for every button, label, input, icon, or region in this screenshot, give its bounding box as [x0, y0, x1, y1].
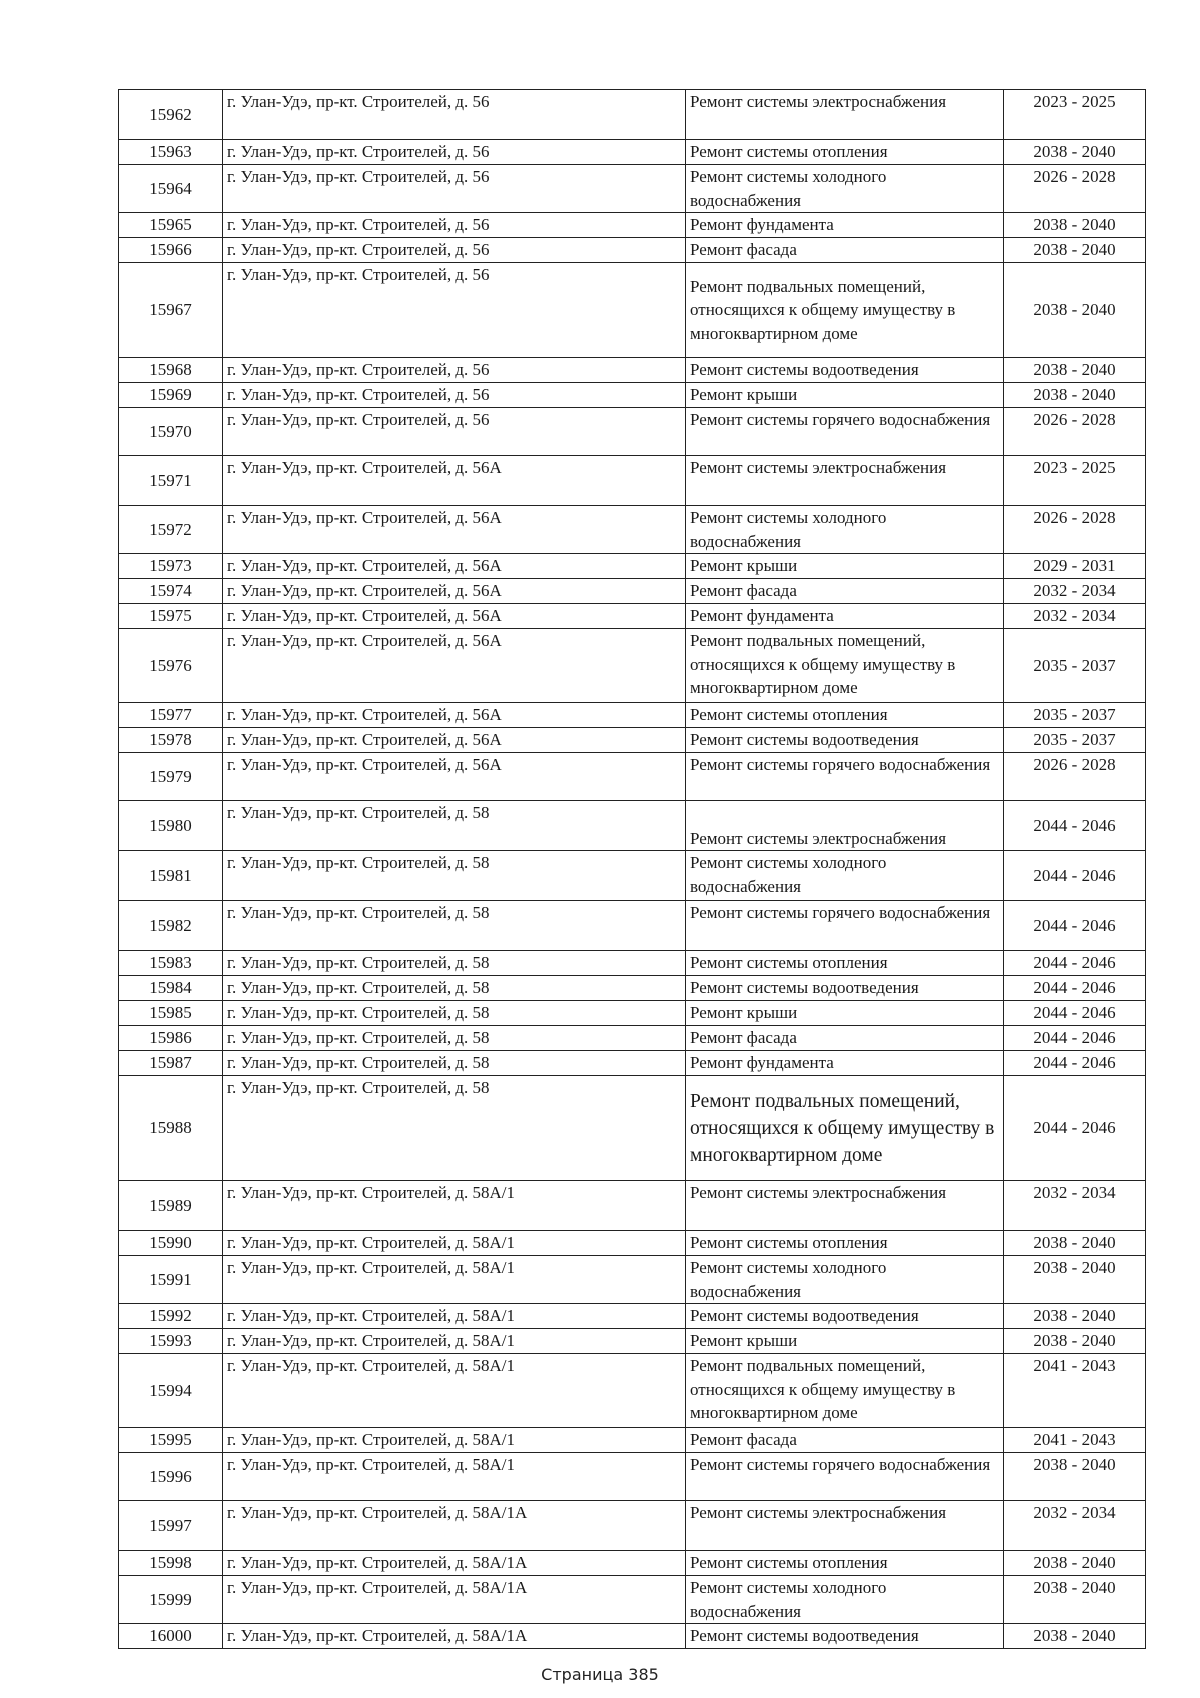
row-id: 15978: [119, 728, 223, 753]
row-period: 2044 - 2046: [1004, 901, 1146, 951]
row-id: 15979: [119, 753, 223, 801]
row-period: 2023 - 2025: [1004, 90, 1146, 140]
row-id: 15962: [119, 90, 223, 140]
table-row: [119, 1624, 1146, 1649]
row-id: 15968: [119, 358, 223, 383]
row-work-type: Ремонт подвальных помещений, относящихся к общему имуществу в многоквартирном доме: [686, 1354, 1004, 1428]
row-id: 15983: [119, 951, 223, 976]
row-id: 16000: [119, 1624, 223, 1649]
row-address: г. Улан-Удэ, пр-кт. Строителей, д. 58А/1: [223, 1256, 686, 1304]
row-address: г. Улан-Удэ, пр-кт. Строителей, д. 56: [223, 408, 686, 456]
row-address: г. Улан-Удэ, пр-кт. Строителей, д. 56А: [223, 506, 686, 554]
table-row: [119, 1231, 1146, 1256]
row-id: 15972: [119, 506, 223, 554]
row-work-type: Ремонт системы отопления: [686, 1551, 1004, 1576]
row-id: 15994: [119, 1354, 223, 1428]
table-row: [119, 408, 1146, 456]
row-id: 15988: [119, 1076, 223, 1181]
row-period: 2038 - 2040: [1004, 140, 1146, 165]
row-work-type: Ремонт фундамента: [686, 604, 1004, 629]
table-row: [119, 951, 1146, 976]
table-row: [119, 1354, 1146, 1428]
table-row: [119, 851, 1146, 901]
table-row: [119, 506, 1146, 554]
row-period: 2044 - 2046: [1004, 1076, 1146, 1181]
row-address: г. Улан-Удэ, пр-кт. Строителей, д. 58: [223, 976, 686, 1001]
row-address: г. Улан-Удэ, пр-кт. Строителей, д. 56: [223, 165, 686, 213]
table-row: [119, 801, 1146, 851]
row-work-type: Ремонт системы горячего водоснабжения: [686, 753, 1004, 801]
row-address: г. Улан-Удэ, пр-кт. Строителей, д. 58А/1: [223, 1181, 686, 1231]
row-work-type: Ремонт фасада: [686, 579, 1004, 604]
row-address: г. Улан-Удэ, пр-кт. Строителей, д. 56А: [223, 629, 686, 703]
row-work-type: Ремонт фасада: [686, 238, 1004, 263]
row-work-type: Ремонт подвальных помещений, относящихся к общему имуществу в многоквартирном доме: [686, 629, 1004, 703]
row-work-type: Ремонт системы отопления: [686, 1231, 1004, 1256]
row-period: 2035 - 2037: [1004, 629, 1146, 703]
row-address: г. Улан-Удэ, пр-кт. Строителей, д. 58А/1: [223, 1453, 686, 1501]
table-row: [119, 1051, 1146, 1076]
row-id: 15974: [119, 579, 223, 604]
row-id: 15993: [119, 1329, 223, 1354]
row-period: 2026 - 2028: [1004, 506, 1146, 554]
row-address: г. Улан-Удэ, пр-кт. Строителей, д. 58: [223, 1001, 686, 1026]
table-row: [119, 1551, 1146, 1576]
row-work-type: Ремонт системы водоотведения: [686, 1304, 1004, 1329]
table-row: [119, 165, 1146, 213]
row-period: 2044 - 2046: [1004, 1026, 1146, 1051]
row-address: г. Улан-Удэ, пр-кт. Строителей, д. 58А/1А: [223, 1576, 686, 1624]
table-row: [119, 579, 1146, 604]
table-row: [119, 554, 1146, 579]
row-address: г. Улан-Удэ, пр-кт. Строителей, д. 58: [223, 1051, 686, 1076]
row-work-type: Ремонт системы горячего водоснабжения: [686, 901, 1004, 951]
row-id: 15996: [119, 1453, 223, 1501]
row-work-type: Ремонт крыши: [686, 554, 1004, 579]
row-address: г. Улан-Удэ, пр-кт. Строителей, д. 58А/1: [223, 1354, 686, 1428]
repair-schedule-table: [118, 89, 1146, 1649]
row-period: 2044 - 2046: [1004, 851, 1146, 901]
page-number: Страница 385: [541, 1665, 659, 1684]
row-period: 2026 - 2028: [1004, 408, 1146, 456]
table-row: [119, 976, 1146, 1001]
repair-schedule-table-container: [118, 89, 1145, 1649]
row-period: 2038 - 2040: [1004, 1304, 1146, 1329]
row-id: 15987: [119, 1051, 223, 1076]
row-period: 2035 - 2037: [1004, 728, 1146, 753]
row-work-type: Ремонт системы электроснабжения: [686, 456, 1004, 506]
row-period: 2038 - 2040: [1004, 1329, 1146, 1354]
row-work-type: Ремонт системы холодного водоснабжения: [686, 1256, 1004, 1304]
row-id: 15986: [119, 1026, 223, 1051]
table-body: [119, 90, 1146, 1649]
row-period: 2038 - 2040: [1004, 1551, 1146, 1576]
row-period: 2038 - 2040: [1004, 213, 1146, 238]
row-address: г. Улан-Удэ, пр-кт. Строителей, д. 56А: [223, 456, 686, 506]
row-period: 2038 - 2040: [1004, 263, 1146, 358]
row-id: 15984: [119, 976, 223, 1001]
row-id: 15991: [119, 1256, 223, 1304]
table-row: [119, 703, 1146, 728]
row-work-type: Ремонт фундамента: [686, 213, 1004, 238]
row-period: 2038 - 2040: [1004, 1231, 1146, 1256]
table-row: [119, 90, 1146, 140]
row-address: г. Улан-Удэ, пр-кт. Строителей, д. 56: [223, 238, 686, 263]
table-row: [119, 728, 1146, 753]
row-address: г. Улан-Удэ, пр-кт. Строителей, д. 56А: [223, 703, 686, 728]
row-address: г. Улан-Удэ, пр-кт. Строителей, д. 58А/1А: [223, 1551, 686, 1576]
row-address: г. Улан-Удэ, пр-кт. Строителей, д. 56А: [223, 579, 686, 604]
row-period: 2038 - 2040: [1004, 1624, 1146, 1649]
row-address: г. Улан-Удэ, пр-кт. Строителей, д. 56А: [223, 753, 686, 801]
row-period: 2026 - 2028: [1004, 165, 1146, 213]
row-id: 15997: [119, 1501, 223, 1551]
row-work-type: Ремонт крыши: [686, 383, 1004, 408]
row-work-type: Ремонт системы отопления: [686, 703, 1004, 728]
row-id: 15976: [119, 629, 223, 703]
row-id: 15973: [119, 554, 223, 579]
row-period: 2023 - 2025: [1004, 456, 1146, 506]
table-row: [119, 140, 1146, 165]
row-address: г. Улан-Удэ, пр-кт. Строителей, д. 58: [223, 951, 686, 976]
row-work-type: Ремонт фасада: [686, 1026, 1004, 1051]
table-row: [119, 383, 1146, 408]
table-row: [119, 1428, 1146, 1453]
table-row: [119, 238, 1146, 263]
table-row: [119, 629, 1146, 703]
row-work-type: Ремонт подвальных помещений, относящихся к общему имуществу в многоквартирном доме: [686, 263, 1004, 358]
row-address: г. Улан-Удэ, пр-кт. Строителей, д. 56А: [223, 554, 686, 579]
table-row: [119, 1576, 1146, 1624]
row-id: 15970: [119, 408, 223, 456]
row-address: г. Улан-Удэ, пр-кт. Строителей, д. 58А/1: [223, 1329, 686, 1354]
row-work-type: Ремонт фасада: [686, 1428, 1004, 1453]
row-work-type: Ремонт системы водоотведения: [686, 1624, 1004, 1649]
table-row: [119, 1001, 1146, 1026]
row-work-type: Ремонт системы холодного водоснабжения: [686, 506, 1004, 554]
table-row: [119, 1501, 1146, 1551]
row-address: г. Улан-Удэ, пр-кт. Строителей, д. 56А: [223, 604, 686, 629]
row-period: 2038 - 2040: [1004, 1453, 1146, 1501]
row-id: 15995: [119, 1428, 223, 1453]
row-work-type: Ремонт системы отопления: [686, 951, 1004, 976]
row-work-type: Ремонт подвальных помещений, относящихся к общему имуществу в многоквартирном доме: [686, 1076, 1004, 1181]
table-row: [119, 1026, 1146, 1051]
table-row: [119, 1256, 1146, 1304]
row-address: г. Улан-Удэ, пр-кт. Строителей, д. 58А/1: [223, 1304, 686, 1329]
row-id: 15998: [119, 1551, 223, 1576]
row-work-type: Ремонт крыши: [686, 1329, 1004, 1354]
row-period: 2041 - 2043: [1004, 1354, 1146, 1428]
row-id: 15982: [119, 901, 223, 951]
row-work-type: Ремонт системы холодного водоснабжения: [686, 1576, 1004, 1624]
row-id: 15963: [119, 140, 223, 165]
row-period: 2044 - 2046: [1004, 1001, 1146, 1026]
row-address: г. Улан-Удэ, пр-кт. Строителей, д. 58: [223, 901, 686, 951]
table-row: [119, 604, 1146, 629]
row-address: г. Улан-Удэ, пр-кт. Строителей, д. 58: [223, 1026, 686, 1051]
row-id: 15989: [119, 1181, 223, 1231]
table-row: [119, 213, 1146, 238]
row-period: 2038 - 2040: [1004, 1576, 1146, 1624]
row-period: 2038 - 2040: [1004, 383, 1146, 408]
row-id: 15966: [119, 238, 223, 263]
row-address: г. Улан-Удэ, пр-кт. Строителей, д. 58А/1: [223, 1231, 686, 1256]
row-address: г. Улан-Удэ, пр-кт. Строителей, д. 58А/1А: [223, 1624, 686, 1649]
row-id: 15992: [119, 1304, 223, 1329]
row-address: г. Улан-Удэ, пр-кт. Строителей, д. 56: [223, 383, 686, 408]
table-row: [119, 456, 1146, 506]
row-period: 2035 - 2037: [1004, 703, 1146, 728]
row-address: г. Улан-Удэ, пр-кт. Строителей, д. 58А/1А: [223, 1501, 686, 1551]
row-address: г. Улан-Удэ, пр-кт. Строителей, д. 58: [223, 1076, 686, 1181]
table-row: [119, 753, 1146, 801]
row-period: 2044 - 2046: [1004, 951, 1146, 976]
row-id: 15977: [119, 703, 223, 728]
row-id: 15964: [119, 165, 223, 213]
row-address: г. Улан-Удэ, пр-кт. Строителей, д. 56: [223, 263, 686, 358]
row-work-type: Ремонт системы водоотведения: [686, 728, 1004, 753]
table-row: [119, 1304, 1146, 1329]
row-address: г. Улан-Удэ, пр-кт. Строителей, д. 56А: [223, 728, 686, 753]
row-id: 15965: [119, 213, 223, 238]
table-row: [119, 1181, 1146, 1231]
row-address: г. Улан-Удэ, пр-кт. Строителей, д. 56: [223, 358, 686, 383]
row-id: 15967: [119, 263, 223, 358]
row-id: 15999: [119, 1576, 223, 1624]
row-work-type: Ремонт системы отопления: [686, 140, 1004, 165]
row-period: 2032 - 2034: [1004, 579, 1146, 604]
row-period: 2038 - 2040: [1004, 358, 1146, 383]
row-period: 2041 - 2043: [1004, 1428, 1146, 1453]
row-period: 2044 - 2046: [1004, 1051, 1146, 1076]
table-row: [119, 1329, 1146, 1354]
row-address: г. Улан-Удэ, пр-кт. Строителей, д. 58А/1: [223, 1428, 686, 1453]
row-work-type: Ремонт системы электроснабжения: [686, 90, 1004, 140]
row-period: 2032 - 2034: [1004, 604, 1146, 629]
row-period: 2026 - 2028: [1004, 753, 1146, 801]
row-address: г. Улан-Удэ, пр-кт. Строителей, д. 56: [223, 90, 686, 140]
row-period: 2038 - 2040: [1004, 238, 1146, 263]
row-id: 15985: [119, 1001, 223, 1026]
row-period: 2032 - 2034: [1004, 1501, 1146, 1551]
row-period: 2032 - 2034: [1004, 1181, 1146, 1231]
row-work-type: Ремонт системы водоотведения: [686, 358, 1004, 383]
table-row: [119, 901, 1146, 951]
row-address: г. Улан-Удэ, пр-кт. Строителей, д. 56: [223, 140, 686, 165]
row-work-type: Ремонт системы электроснабжения: [686, 1501, 1004, 1551]
row-work-type: Ремонт крыши: [686, 1001, 1004, 1026]
row-id: 15990: [119, 1231, 223, 1256]
table-row: [119, 1453, 1146, 1501]
row-period: 2029 - 2031: [1004, 554, 1146, 579]
row-work-type: Ремонт фундамента: [686, 1051, 1004, 1076]
table-row: [119, 1076, 1146, 1181]
table-row: [119, 358, 1146, 383]
row-work-type: Ремонт системы холодного водоснабжения: [686, 165, 1004, 213]
row-id: 15980: [119, 801, 223, 851]
row-address: г. Улан-Удэ, пр-кт. Строителей, д. 56: [223, 213, 686, 238]
row-id: 15969: [119, 383, 223, 408]
row-work-type: Ремонт системы горячего водоснабжения: [686, 1453, 1004, 1501]
table-row: [119, 263, 1146, 358]
row-work-type: Ремонт системы водоотведения: [686, 976, 1004, 1001]
row-period: 2044 - 2046: [1004, 976, 1146, 1001]
row-work-type: Ремонт системы электроснабжения: [686, 1181, 1004, 1231]
row-id: 15971: [119, 456, 223, 506]
row-work-type: Ремонт системы холодного водоснабжения: [686, 851, 1004, 901]
row-id: 15975: [119, 604, 223, 629]
row-address: г. Улан-Удэ, пр-кт. Строителей, д. 58: [223, 801, 686, 851]
row-period: 2044 - 2046: [1004, 801, 1146, 851]
row-id: 15981: [119, 851, 223, 901]
row-work-type: Ремонт системы электроснабжения: [686, 801, 1004, 851]
row-period: 2038 - 2040: [1004, 1256, 1146, 1304]
row-address: г. Улан-Удэ, пр-кт. Строителей, д. 58: [223, 851, 686, 901]
row-work-type: Ремонт системы горячего водоснабжения: [686, 408, 1004, 456]
